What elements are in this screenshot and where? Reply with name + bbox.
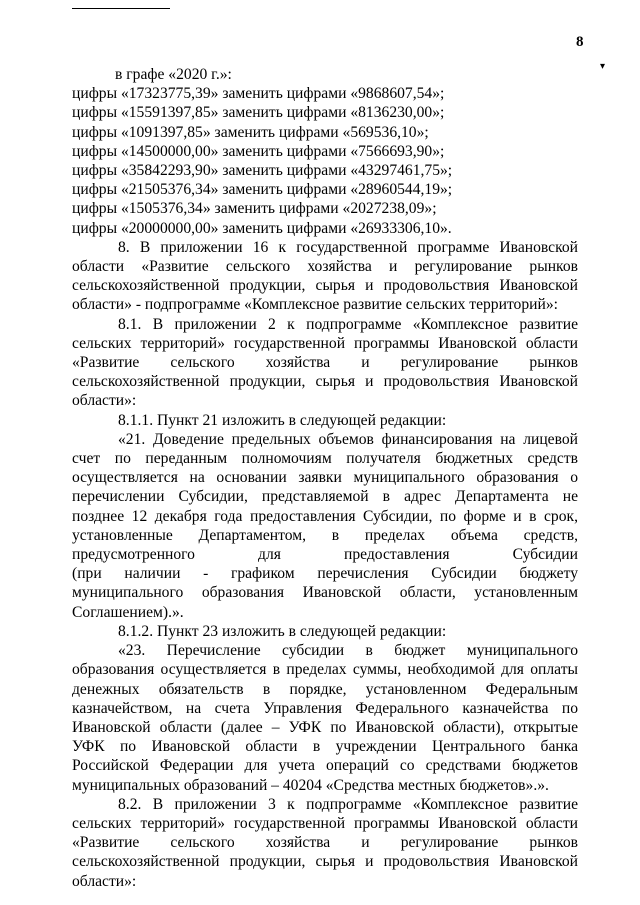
text-line: области»: [72, 872, 137, 890]
text-line: перечислении Субсидии, представляемой в адрес Департамента не [72, 488, 578, 506]
text-line: области» - подпрограмме «Комплексное развитие сельских территорий»: [72, 296, 558, 314]
text-line: 8.1. В приложении 2 к подпрограмме «Комплексное развитие [118, 315, 578, 333]
scan-mark-icon: ▾ [600, 61, 606, 72]
text-line: казначейством, на счета Управления Федерального казначейства по [72, 699, 578, 717]
text-line: цифры «17323775,39» заменить цифрами «9868607,54»; [72, 85, 445, 103]
text-line: области «Развитие сельского хозяйства и регулирование рынков [72, 258, 578, 276]
text-line: «23. Перечисление субсидии в бюджет муниципального [118, 642, 578, 660]
text-line: Соглашением).». [72, 603, 184, 621]
text-line: позднее 12 декабря года предоставления Субсидии, по форме и в срок, [72, 507, 578, 525]
text-line: денежных обязательств в порядке, установленном Федеральным [72, 680, 578, 698]
text-line: 8.1.1. Пункт 21 изложить в следующей редакции: [118, 411, 447, 429]
text-line: счет по переданным полномочиям получателя бюджетных средств [72, 450, 578, 468]
text-line: «Развитие сельского хозяйства и регулирование рынков [72, 354, 578, 372]
text-line: сельскохозяйственной продукции, сырья и продовольствия Ивановской [72, 853, 578, 871]
text-line: 8.2. В приложении 3 к подпрограмме «Комплексное развитие [118, 795, 578, 813]
text-line: «Развитие сельского хозяйства и регулирование рынков [72, 834, 578, 852]
text-line: «21. Доведение предельных объемов финансирования на лицевой [118, 430, 578, 448]
text-line: цифры «1091397,85» заменить цифрами «569536,10»; [72, 123, 429, 141]
text-line: осуществляется на основании заявки муниципального образования о [72, 469, 578, 487]
text-line: сельскохозяйственной продукции, сырья и продовольствия Ивановской [72, 277, 578, 295]
text-line: сельских территорий» государственной программы Ивановской области [72, 334, 578, 352]
text-line: 8. В приложении 16 к государственной программе Ивановской [118, 238, 578, 256]
text-line: цифры «20000000,00» заменить цифрами «26933306,10». [72, 219, 452, 237]
text-line: Ивановской области (далее – УФК по Ивановской области), открытые [72, 718, 578, 736]
text-line: цифры «15591397,85» заменить цифрами «8136230,00»; [72, 104, 445, 122]
text-line: муниципальных образований – 40204 «Средства местных бюджетов».». [72, 776, 549, 794]
text-line: области»: [72, 392, 137, 410]
text-line: цифры «35842293,90» заменить цифрами «43297461,75»; [72, 162, 453, 180]
text-line: Российской Федерации для учета операций со средствами бюджетов [72, 757, 578, 775]
text-line: муниципального образования Ивановской области, установленным [72, 584, 578, 602]
text-line: сельскохозяйственной продукции, сырья и продовольствия Ивановской [72, 373, 578, 391]
text-line: установленные Департаментом, в пределах объема средств, [72, 526, 578, 544]
text-line: цифры «14500000,00» заменить цифрами «7566693,90»; [72, 142, 445, 160]
text-line: в графе «2020 г.»: [115, 66, 232, 83]
text-line: цифры «21505376,34» заменить цифрами «28960544,19»; [72, 181, 453, 199]
document-body [72, 65, 578, 891]
text-line: образования осуществляется в пределах суммы, необходимой для оплаты [72, 661, 578, 679]
text-line: сельских территорий» государственной программы Ивановской области [72, 814, 578, 832]
page-number: 8 [576, 34, 584, 50]
text-line: предусмотренного для предоставления Субсидии [72, 546, 578, 564]
header-rule [72, 8, 170, 9]
text-line: цифры «1505376,34» заменить цифрами «2027238,09»; [72, 200, 437, 218]
text-line: (при наличии - графиком перечисления Субсидии бюджету [72, 565, 578, 583]
text-line: 8.1.2. Пункт 23 изложить в следующей редакции: [118, 622, 447, 640]
text-line: УФК по Ивановской области в учреждении Центрального банка [72, 738, 578, 756]
